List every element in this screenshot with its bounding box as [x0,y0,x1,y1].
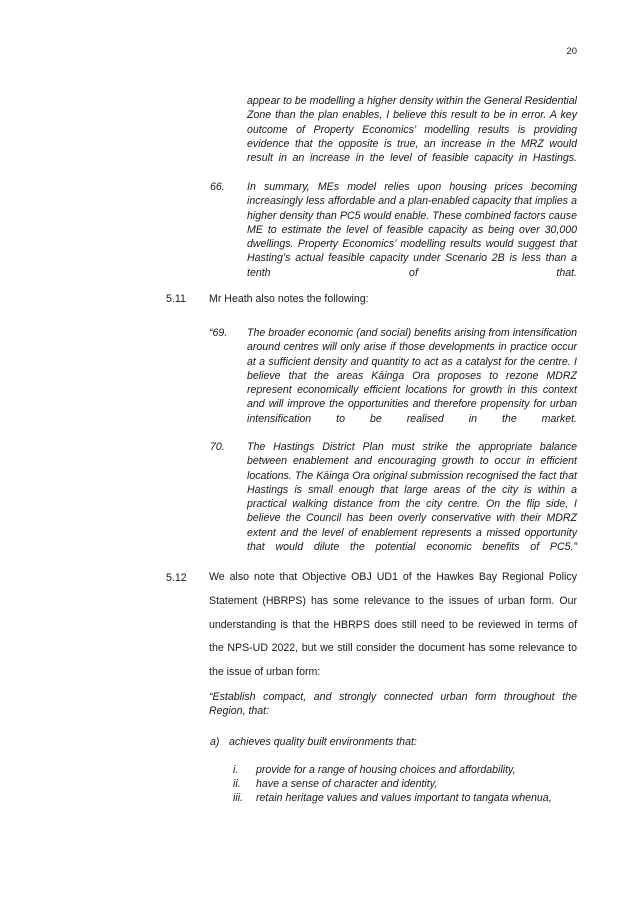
quote-intro-text: “Establish compact, and strongly connected urban form throughout the Region, that: [209,691,577,718]
page-number: 20 [566,46,577,57]
item-a-text: achieves quality built environments that: [229,736,417,748]
subitem-label: i. [233,764,239,776]
subitem-label: iii. [233,792,244,804]
section-5-12-text: We also note that Objective OBJ UD1 of the Hawkes Bay Regional Policy Statement (HBRPS) has some relevance to the issues of urban form. Our understanding is that the HBRPS does still need to be reviewed in terms of the NPS-UD 2022, but we still consider the document has some relevance to the issue of urban form: [209,571,577,679]
quote-intro [209,690,577,719]
para-70-text: The Hastings District Plan must strike the appropriate balance between enablement and encouraging growth to occur in efficient locations. The Kāinga Ora original submission recognised the fact that Hastings is small enough that large areas of the city is within a practical walking distance from the city centre. On the flip side, I believe the Council has been overly conservative with their MDRZ extent and the level of enablement represents a missed opportunity that would dilute the potential economic benefits of PC5.” [247,441,577,554]
section-5-12-number: 5.12 [166,572,187,584]
section-5-11-number: 5.11 [166,293,186,305]
subitem-text: provide for a range of housing choices and affordability, [256,764,516,776]
subitem-text: have a sense of character and identity, [256,778,438,790]
para-66-text: In summary, MEs model relies upon housing prices becoming increasingly less affordable and a plan-enabled capacity that implies a higher density than PC5 would enable. These combined factors cause ME to estimate the level of feasible capacity as being over 30,000 dwellings. Property Economics’ modelling results would suggest that Hasting’s actual feasible capacity under Scenario 2B is less than a tenth of that. [247,181,577,279]
subitem-label: ii. [233,778,241,790]
para-70-number: 70. [210,441,225,453]
subitem-text: retain heritage values and values important to tangata whenua, [256,792,552,804]
para-69-number: “69. [209,327,228,339]
section-5-11-text: Mr Heath also notes the following: [209,293,369,305]
para-66-number: 66. [210,181,225,193]
para-65-continuation: appear to be modelling a higher density within the General Residential Zone than the plan enables, I believe this result to be in error. A key outcome of Property Economics’ modelling results is providing evidence that the opposite is true, an increase in the MRZ would result in an increase in the level of feasible capacity in Hastings. [247,95,577,165]
para-69-text: The broader economic (and social) benefits arising from intensification around centres will only arise if those developments in practice occur at a sufficient density and quantity to act as a catalyst for the centre. I believe that the areas Kāinga Ora proposes to rezone MDRZ represent economically efficient locations for growth in this context and will improve the opportunities and therefore propensity for urban intensification to be realised in the market. [247,327,577,425]
item-a-label: a) [210,736,220,748]
